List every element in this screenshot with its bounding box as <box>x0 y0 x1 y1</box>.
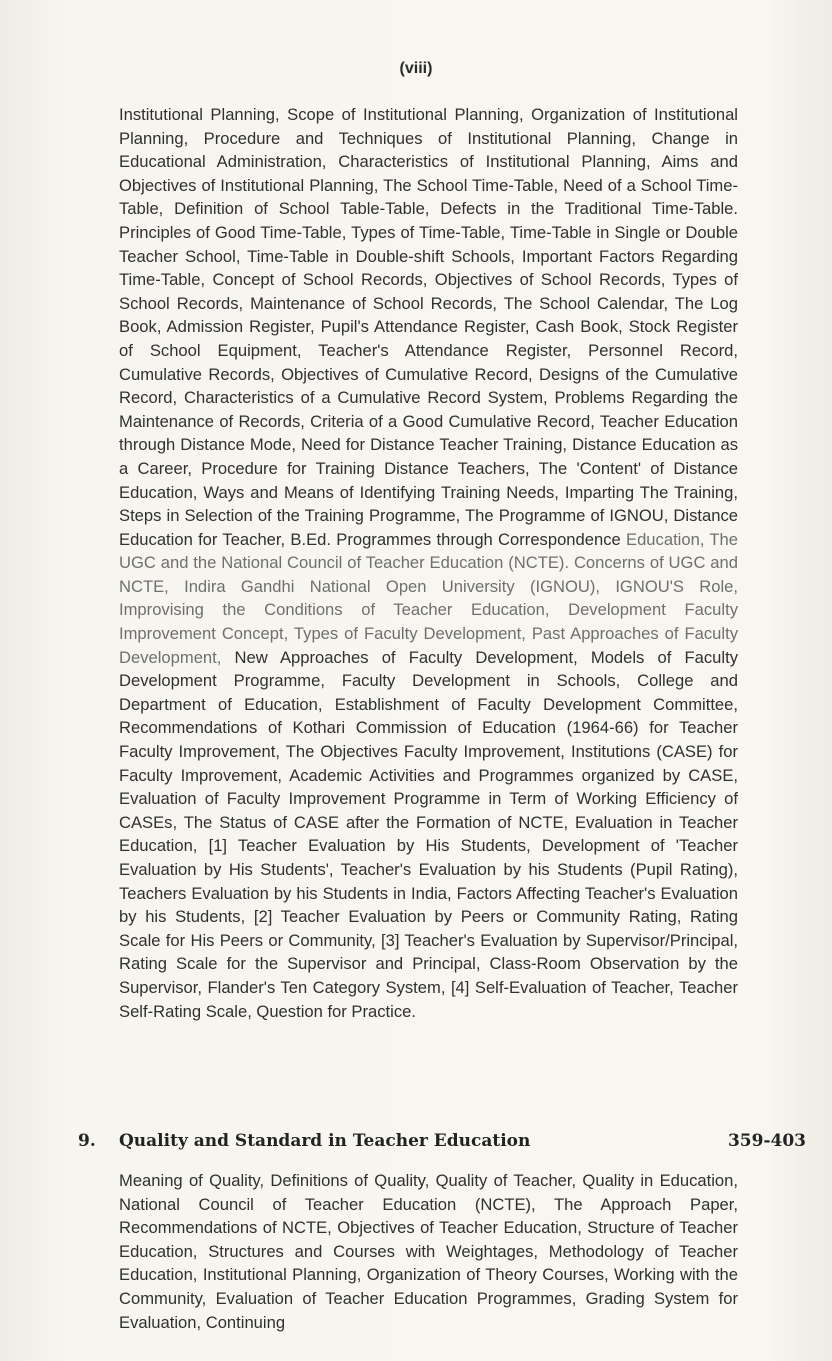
topics-text: Institutional Planning, Scope of Institutional Planning, Organization of Institutional Planning, Procedure and Techniques of Institutional Planning, Change in Educational Administration, Characteristics of Institutional Planning, Aims and Objectives of Institutional Planning, The School Time-Table, Need of a School Time-Table, Definition of School Table-Table, Defects in the Traditional Time-Table. Principles of Good Time-Table, Types of Time-Table, Time-Table in Single or Double Teacher School, Time-Table in Double-shift Schools, Important Factors Regarding Time-Table, Concept of School Records, Objectives of School Records, Types of School Records, Maintenance of School Records, The School Calendar, The Log Book, Admission Register, Pupil's Attendance Register, Cash Book, Stock Register of School Equipment, Teacher's Attendance Register, Personnel Record, Cumulative Records, Objectives of Cumulative Record, Designs of the Cumulative Record, Characteristics of a Cumulative Record System, Problems Regarding the Maintenance of Records, Criteria of a Good Cumulative Record, Teacher Education through Distance Mode, Need for Distance Teacher Training, Distance Education as a Career, Procedure for Training Distance Teachers, The 'Content' of Distance Education, Ways and Means of Identifying Training Needs, Imparting The Training, Steps in Selection of the Training Programme, The Programme of IGNOU, Distance Education for Teacher, B.Ed. Programmes through Correspondence <box>119 105 738 549</box>
topics-text-faded: Education, The UGC and the National Council of Teacher Education (NCTE). Concerns of UGC and NCTE, Indira Gandhi National Open University (IGNOU), IGNOU'S Role, Improvising the Conditions of Teacher Education, Development Faculty Improvement Concept, Types of Faculty Development, Past Approaches of Faculty Development, <box>119 529 738 667</box>
chapter-page-range: 359-403 <box>727 1131 806 1151</box>
chapter-number: 9. <box>78 1131 96 1151</box>
chapter-8-topics-paragraph <box>119 103 738 1023</box>
topics-text-continued: New Approaches of Faculty Development, Models of Faculty Development Programme, Faculty Development in Schools, College and Department of Education, Establishment of Faculty Development Committee, Recommendations of Kothari Commission of Education (1964-66) for Teacher Faculty Improvement, The Objectives Faculty Improvement, Institutions (CASE) for Faculty Improvement, Academic Activities and Programmes organized by CASE, Evaluation of Faculty Improvement Programme in Term of Working Efficiency of CASEs, The Status of CASE after the Formation of NCTE, Evaluation in Teacher Education, [1] Teacher Evaluation by His Students, Development of 'Teacher Evaluation by His Students', Teacher's Evaluation by his Students (Pupil Rating), Teachers Evaluation by his Students in India, Factors Affecting Teacher's Evaluation by his Students, [2] Teacher Evaluation by Peers or Community Rating, Rating Scale for His Peers or Community, [3] Teacher's Evaluation by Supervisor/Principal, Rating Scale for the Supervisor and Principal, Class-Room Observation by the Supervisor, Flander's Ten Category System, [4] Self-Evaluation of Teacher, Teacher Self-Rating Scale, Question for Practice. <box>119 647 738 1021</box>
chapter-title: Quality and Standard in Teacher Education <box>119 1131 531 1151</box>
page-number: (viii) <box>399 60 433 77</box>
chapter-heading <box>78 1131 806 1157</box>
chapter-9-topics-paragraph: Meaning of Quality, Definitions of Quality, Quality of Teacher, Quality in Education, National Council of Teacher Education (NCTE), The Approach Paper, Recommendations of NCTE, Objectives of Teacher Education, Structure of Teacher Education, Structures and Courses with Weightages, Methodology of Teacher Education, Institutional Planning, Organization of Theory Courses, Working with the Community, Evaluation of Teacher Education Programmes, Grading System for Evaluation, Continuing <box>119 1171 738 1332</box>
